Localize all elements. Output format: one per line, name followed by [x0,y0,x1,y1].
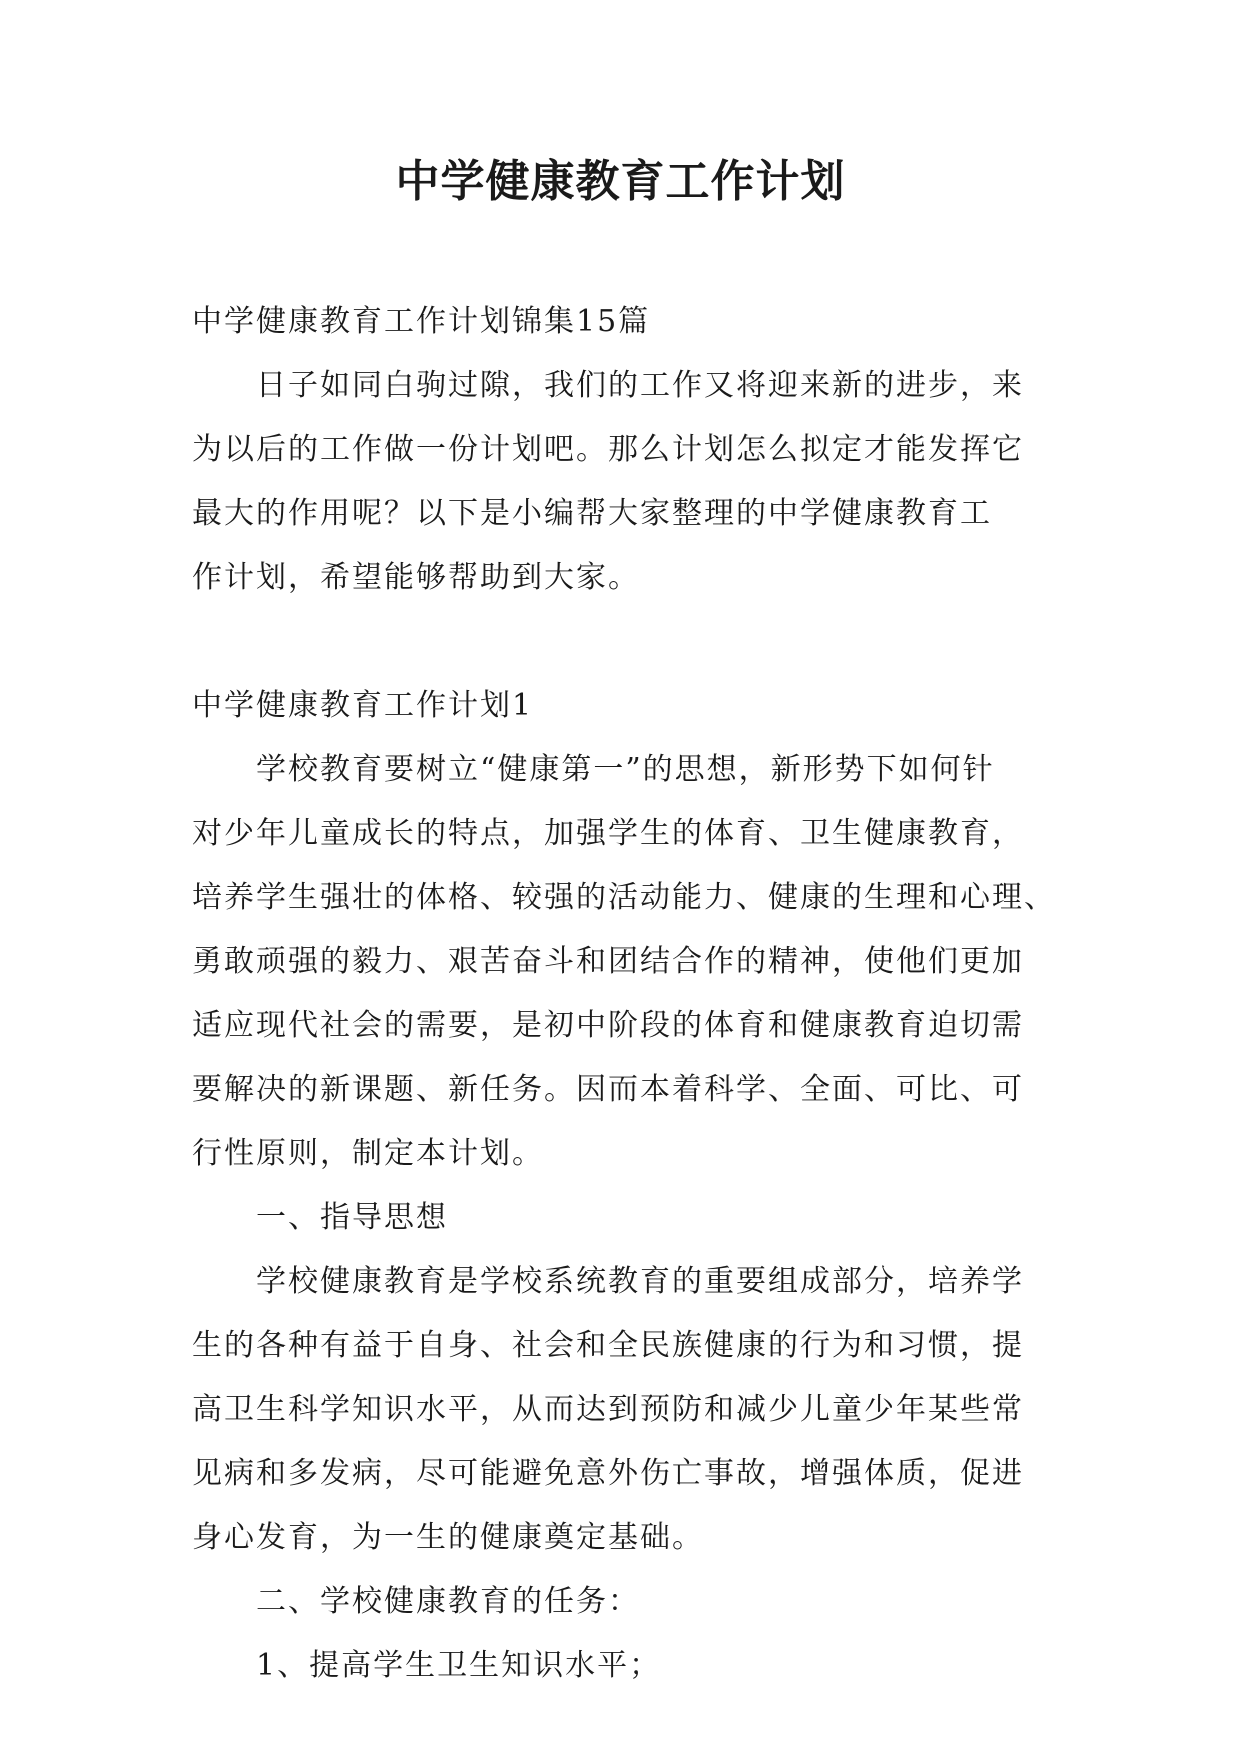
paragraph-line: 高卫生科学知识水平，从而达到预防和减少儿童少年某些常 [192,1392,1024,1427]
paragraph-line: 身心发育，为一生的健康奠定基础。 [192,1520,704,1555]
intro-line: 作计划，希望能够帮助到大家。 [192,560,640,595]
paragraph-line: 学校教育要树立“健康第一”的思想，新形势下如何针 [256,752,995,787]
paragraph-line: 生的各种有益于自身、社会和全民族健康的行为和习惯，提 [192,1328,1024,1363]
intro-line: 最大的作用呢？以下是小编帮大家整理的中学健康教育工 [192,496,992,531]
paragraph-line: 对少年儿童成长的特点，加强学生的体育、卫生健康教育， [192,816,1024,851]
paragraph-line: 培养学生强壮的体格、较强的活动能力、健康的生理和心理、 [192,880,1056,915]
page-title: 中学健康教育工作计划 [395,156,846,207]
section-heading: 一、指导思想 [256,1200,448,1235]
paragraph-line: 要解决的新课题、新任务。因而本着科学、全面、可比、可 [192,1072,1024,1107]
intro-line: 为以后的工作做一份计划吧。那么计划怎么拟定才能发挥它 [192,432,1024,467]
paragraph-line: 勇敢顽强的毅力、艰苦奋斗和团结合作的精神，使他们更加 [192,944,1024,979]
document-subtitle: 中学健康教育工作计划锦集15篇 [192,304,651,339]
paragraph-line: 见病和多发病，尽可能避免意外伤亡事故，增强体质，促进 [192,1456,1024,1491]
intro-line: 日子如同白驹过隙，我们的工作又将迎来新的进步，来 [256,368,1024,403]
list-item: 1、提高学生卫生知识水平； [256,1648,662,1683]
paragraph-line: 行性原则，制定本计划。 [192,1136,544,1171]
document-body [192,290,1054,1698]
paragraph-line: 学校健康教育是学校系统教育的重要组成部分，培养学 [256,1264,1024,1299]
paragraph-line: 适应现代社会的需要，是初中阶段的体育和健康教育迫切需 [192,1008,1024,1043]
paragraph-gap [192,610,1054,674]
section-title: 中学健康教育工作计划1 [192,688,534,723]
section-heading: 二、学校健康教育的任务： [256,1584,640,1619]
